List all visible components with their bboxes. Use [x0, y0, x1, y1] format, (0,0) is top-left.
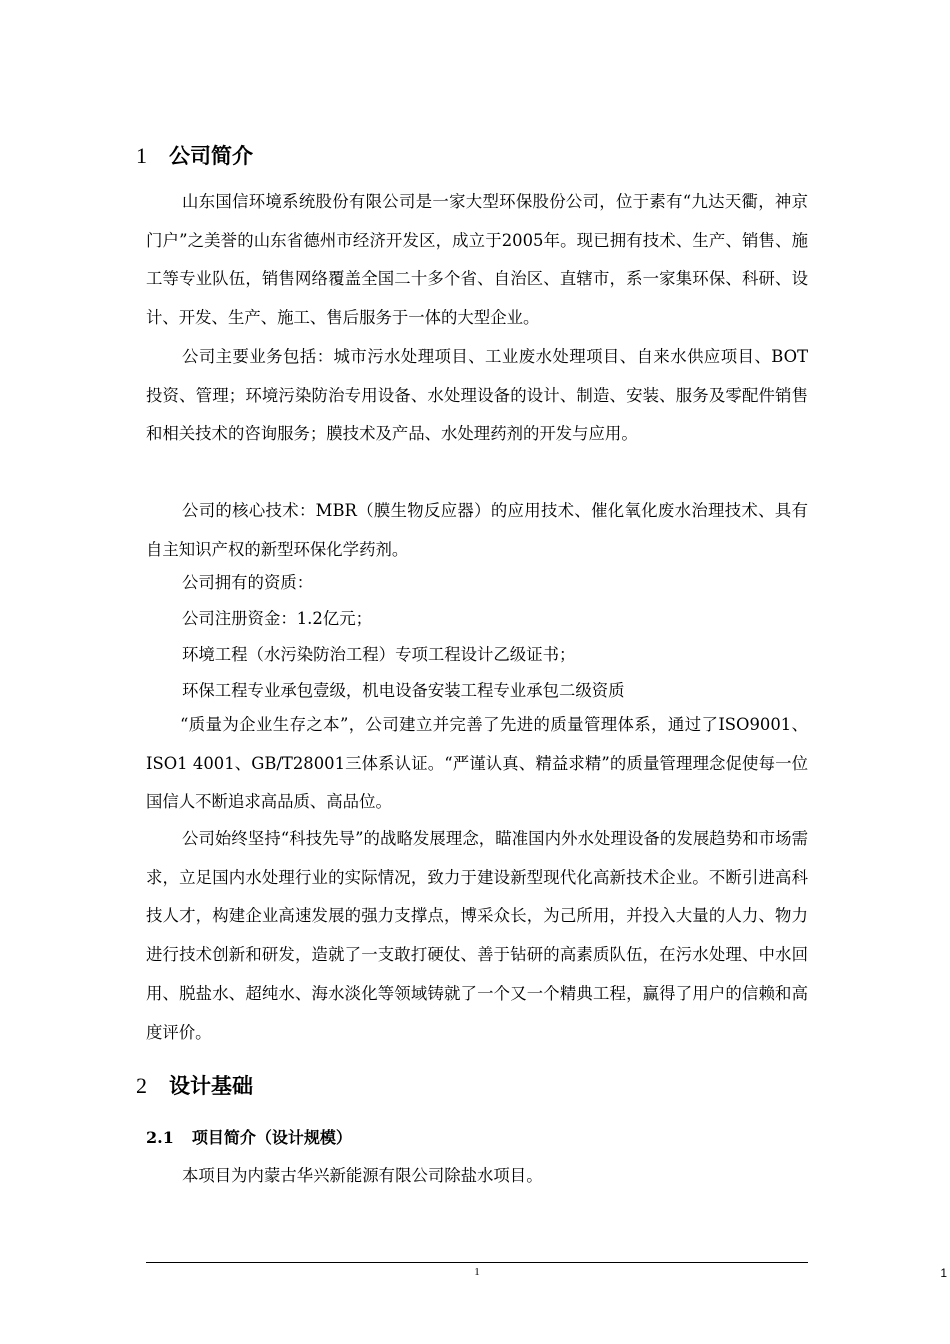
section-2-1-title: 项目简介（设计规模）: [191, 1128, 352, 1147]
footer-page-number: 1: [474, 1266, 480, 1278]
section-1-paragraph-1: 山东国信环境系统股份有限公司是一家大型环保股份公司，位于素有“九达天衢，神京门户”之美誉的山东省德州市经济开发区，成立于2005年。现已拥有技术、生产、销售、施工等专业队伍，销售网络覆盖全国二十多个省、自治区、直辖市，系一家集环保、科研、设计、开发、生产、施工、售后服务于一体的大型企业。: [146, 192, 808, 328]
section-1-paragraph-3: 公司的核心技术：MBR（膜生物反应器）的应用技术、催化氧化废水治理技术、具有自主知识产权的新型环保化学药剂。: [146, 501, 808, 559]
qualification-design-cert: 环境工程（水污染防治工程）专项工程设计乙级证书；: [182, 645, 576, 664]
section-1-paragraph-5: 公司始终坚持“科技先导”的战略发展理念，瞄准国内外水处理设备的发展趋势和市场需求，立足国内水处理行业的实际情况，致力于建设新型现代化高新技术企业。不断引进高科技人才，构建企业高速发展的强力支撑点，博采众长，为己所用，并投入大量的人力、物力进行技术创新和研发，造就了一支敢打硬仗、善于钻研的高素质队伍，在污水处理、中水回用、脱盐水、超纯水、海水淡化等领域铸就了一个又一个精典工程，赢得了用户的信赖和高度评价。: [146, 829, 808, 1042]
section-2-1-number: 2.1: [146, 1128, 174, 1147]
qualification-capital: 公司注册资金：1.2亿元；: [182, 609, 372, 628]
section-1-heading: [136, 140, 253, 170]
footer-rule: [146, 1262, 808, 1263]
corner-page-number: 1: [940, 1266, 947, 1280]
section-1-paragraph-4: “质量为企业生存之本”，公司建立并完善了先进的质量管理体系，通过了ISO9001、ISO1 4001、GB/T28001三体系认证。“严谨认真、精益求精”的质量管理理念促使每一位国信人不断追求高品质、高品位。: [146, 715, 808, 812]
qualification-heading: 公司拥有的资质：: [182, 573, 314, 592]
section-1-paragraph-2: 公司主要业务包括：城市污水处理项目、工业废水处理项目、自来水供应项目、BOT投资、管理；环境污染防治专用设备、水处理设备的设计、制造、安装、服务及零配件销售和相关技术的咨询服务；膜技术及产品、水处理药剂的开发与应用。: [146, 347, 808, 444]
section-2-1-paragraph: 本项目为内蒙古华兴新能源有限公司除盐水项目。: [182, 1166, 543, 1185]
section-2-heading: [136, 1070, 253, 1100]
section-2-title: 设计基础: [169, 1073, 253, 1098]
section-1-title: 公司简介: [169, 143, 253, 168]
qualification-contracting: 环保工程专业承包壹级，机电设备安装工程专业承包二级资质: [182, 681, 625, 700]
section-2-1-heading: [146, 1125, 352, 1148]
section-2-number: 2: [136, 1073, 147, 1098]
section-1-number: 1: [136, 143, 147, 168]
